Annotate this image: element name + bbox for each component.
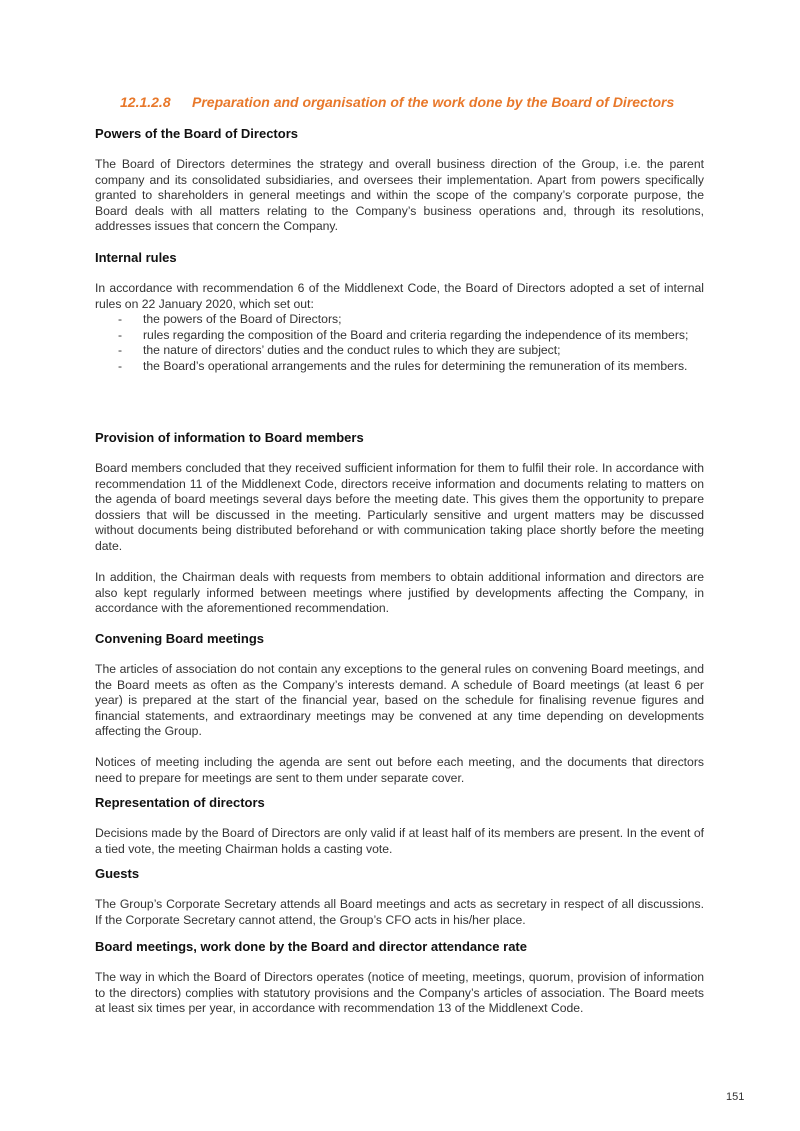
- guests-text: [95, 897, 704, 928]
- powers-heading: Powers of the Board of Directors: [95, 126, 298, 141]
- page-number: 151: [726, 1091, 745, 1103]
- information-heading: Provision of information to Board members: [95, 430, 364, 445]
- information-text-2: [95, 570, 704, 617]
- powers-text: [95, 157, 704, 235]
- internal-rules-list: [95, 312, 704, 374]
- internal-rules-intro: In accordance with recommendation 6 of the Middlenext Code, the Board of Directors adopted a set of internal rules on 22 January 2020, which set out:: [95, 281, 704, 311]
- meetings-paragraph: The way in which the Board of Directors operates (notice of meeting, meetings, quorum, provision of information to the directors) complies with statutory provisions and the Company’s articles of association. The Board meets at least six times per year, in accordance with recommendation 13 of the Middlenext Code.: [95, 970, 704, 1016]
- convening-paragraph-1: The articles of association do not contain any exceptions to the general rules on convening Board meetings, and the Board meets as often as the Company’s interests demand. A schedule of Board meetings (at least 6 per year) is prepared at the start of the financial year, based on the schedule for finalising revenue figures and financial statements, and extraordinary meetings may be convened at any time depending on developments affecting the Group.: [95, 662, 704, 739]
- convening-heading: Convening Board meetings: [95, 631, 265, 646]
- list-item: [95, 312, 704, 328]
- powers-paragraph: The Board of Directors determines the strategy and overall business direction of the Group, i.e. the parent company and its consolidated subsidiaries, and oversees their implementation. Apart from powers specifically granted to shareholders in general meetings and within the scope of the company’s corporate purpose, the Board deals with all matters relating to the Company’s business operations and, through its resolutions, addresses issues that concern the Company.: [95, 157, 704, 234]
- bullet-dash: -: [118, 327, 123, 342]
- convening-paragraph-2: Notices of meeting including the agenda are sent out before each meeting, and the documents that directors need to prepare for meetings are sent to them under separate cover.: [95, 755, 704, 785]
- representation-paragraph: Decisions made by the Board of Directors are only valid if at least half of its members are present. In the event of a tied vote, the meeting Chairman holds a casting vote.: [95, 826, 704, 856]
- internal-rules-block: [95, 281, 704, 375]
- meetings-text: [95, 970, 704, 1017]
- information-text-1: [95, 461, 704, 555]
- bullet-dash: -: [118, 312, 123, 327]
- representation-heading: Representation of directors: [95, 795, 265, 810]
- list-item-text: the powers of the Board of Directors;: [143, 312, 342, 327]
- convening-text-2: [95, 755, 704, 786]
- guests-heading: Guests: [95, 866, 140, 881]
- convening-text-1: [95, 662, 704, 740]
- list-item-text: rules regarding the composition of the Board and criteria regarding the independence of its members;: [143, 327, 689, 342]
- representation-text: [95, 826, 704, 857]
- section-heading: [120, 94, 720, 110]
- information-paragraph-2: In addition, the Chairman deals with requests from members to obtain additional information and directors are also kept regularly informed between meetings where justified by developments affecting the Company, in accordance with the aforementioned recommendation.: [95, 570, 704, 616]
- section-number: 12.1.2.8: [120, 94, 171, 110]
- information-paragraph-1: Board members concluded that they received sufficient information for them to fulfil their role. In accordance with recommendation 11 of the Middlenext Code, directors receive information and documents relating to matters on the agenda of board meetings several days before the meeting date. This gives them the opportunity to prepare dossiers that will be discussed in the meeting. Particularly sensitive and urgent matters may be discussed without documents being distributed beforehand or with communication taking place shortly before the meeting date.: [95, 461, 704, 553]
- list-item: [95, 359, 704, 375]
- list-item-text: the Board’s operational arrangements and the rules for determining the remuneration of its members.: [143, 358, 688, 373]
- list-item: [95, 343, 704, 359]
- section-title: Preparation and organisation of the work done by the Board of Directors: [192, 94, 675, 110]
- bullet-dash: -: [118, 343, 123, 358]
- internal-rules-heading: Internal rules: [95, 250, 177, 265]
- list-item-text: the nature of directors’ duties and the conduct rules to which they are subject;: [143, 343, 561, 358]
- bullet-dash: -: [118, 358, 123, 373]
- guests-paragraph: The Group’s Corporate Secretary attends all Board meetings and acts as secretary in respect of all discussions. If the Corporate Secretary cannot attend, the Group’s CFO acts in his/her place.: [95, 897, 704, 927]
- list-item: [95, 328, 704, 344]
- meetings-heading: Board meetings, work done by the Board and director attendance rate: [95, 939, 527, 954]
